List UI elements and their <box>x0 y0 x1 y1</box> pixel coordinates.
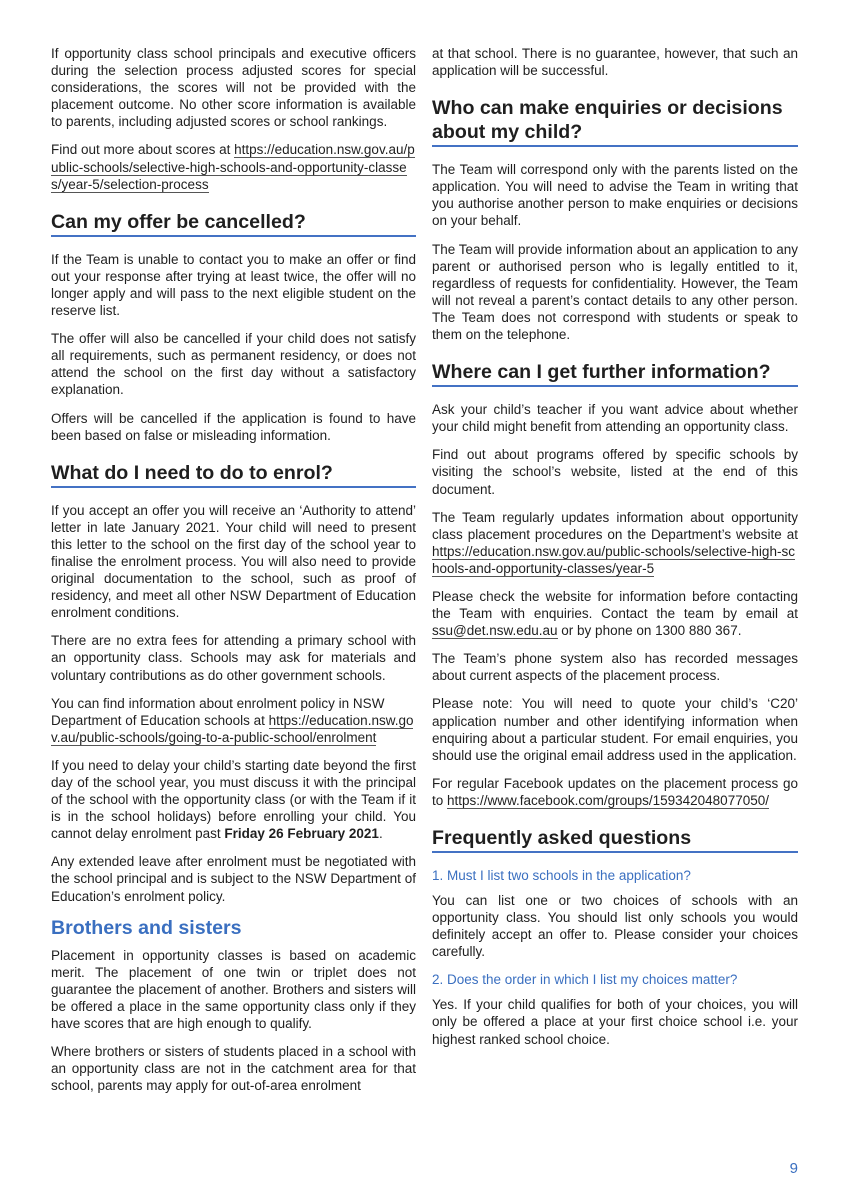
scores-paragraph: If opportunity class school principals and executive officers during the selection process adjusted scores for special considerations, the scores will not be provided with the placement outcome. No other score information is available to parents, including adjusted scores or school rankings. <box>51 46 416 130</box>
siblings-paragraph-1: Placement in opportunity classes is based on academic merit. The placement of one twin or triplet does not guarantee the placement of another. Brothers and sisters will be offered a place in the same opportunity class only if they have scores that are high enough to qualify. <box>51 947 416 1032</box>
faq-question-1: 1. Must I list two schools in the application? <box>432 868 691 883</box>
info-paragraph-5: The Team’s phone system also has recorded messages about current aspects of the placement process. <box>432 651 798 684</box>
page-number: 9 <box>789 1160 798 1177</box>
enquiries-paragraph-1: The Team will correspond only with the parents listed on the application. You will need to advise the Team in writing that you authorise another person to make enquiries or decisions on your behalf. <box>432 162 798 229</box>
enquiries-paragraph-2: The Team will provide information about an application to any parent or authorised person who is legally entitled to it, regardless of requests for confidentiality. However, the Team will not reveal a parent’s contact details to any other person. The Team does not correspond with students or speak to them on the telephone. <box>432 241 798 343</box>
info-paragraph-4 <box>432 588 798 639</box>
info-paragraph-3 <box>432 509 798 577</box>
enrol-paragraph-1: If you accept an offer you will receive an ‘Authority to attend’ letter in late January 2021. Your child will need to present this letter to the school on the first day of the school year to finalise the enrolment process. You will also need to provide original documentation to the school, such as proof of residency, and meet all other NSW Department of Education enrolment conditions. <box>51 502 416 621</box>
heading-offer-cancelled: Can my offer be cancelled? <box>51 210 416 237</box>
phone-text: or by phone on 1300 880 367. <box>557 623 742 639</box>
email-link[interactable]: ssu@det.nsw.edu.au <box>432 623 558 639</box>
siblings-paragraph-2: Where brothers or sisters of students placed in a school with an opportunity class are not in the catchment area for that school, parents may apply for out-of-area enrolment <box>51 1044 416 1094</box>
contact-text: Please check the website for information before contacting the Team with enquiries. Contact the team by email at <box>432 588 798 622</box>
info-paragraph-2: Find out about programs offered by specific schools by visiting the school’s website, listed at the end of this document. <box>432 447 798 497</box>
enrol-paragraph-4 <box>51 757 416 842</box>
enrol-paragraph-2: There are no extra fees for attending a primary school with an opportunity class. Schools may ask for materials and voluntary contributions as do other government schools. <box>51 633 416 683</box>
cancel-paragraph-1: If the Team is unable to contact you to make an offer or find out your response after trying at least twice, the offer will no longer apply and will pass to the next eligible student on the reserve list. <box>51 251 416 319</box>
faq-question-2: 2. Does the order in which I list my choices matter? <box>432 972 738 988</box>
enrolment-policy-link[interactable]: https://education.nsw.gov.au/public-schools/going-to-a-public-school/enrolment <box>51 712 414 745</box>
delay-text: If you need to delay your child’s starting date beyond the first day of the school year, you must discuss it with the principal of the school with the opportunity class (or with the Team if it is in the school holidays) before enrolling your child. You cannot delay enrolment past <box>51 757 416 842</box>
enrol-policy-text: You can find information about enrolment policy in NSW Department of Education schools at <box>51 695 385 728</box>
year5-website-link[interactable]: https://education.nsw.gov.au/public-schools/selective-high-schools-and-opportunity-classes/year-5 <box>432 543 795 576</box>
enrol-deadline: Friday 26 February 2021 <box>224 826 379 842</box>
cancel-paragraph-3: Offers will be cancelled if the application is found to have been based on false or misleading information. <box>51 410 416 443</box>
left-column <box>51 45 416 1105</box>
heading-brothers-sisters: Brothers and sisters <box>51 916 242 939</box>
facebook-link[interactable]: https://www.facebook.com/groups/159342048077050/ <box>447 792 769 808</box>
continuation-paragraph: at that school. There is no guarantee, however, that such an application will be successful. <box>432 46 798 79</box>
cancel-paragraph-2: The offer will also be cancelled if your child does not satisfy all requirements, such as permanent residency, or does not attend the school on the first day without a satisfactory explanation. <box>51 331 416 398</box>
info-paragraph-6: Please note: You will need to quote your child’s ‘C20’ application number and other identifying information when enquiring about a particular student. For email enquiries, you should use the original email address used in the application. <box>432 696 798 763</box>
right-column <box>432 45 798 1059</box>
faq-answer-1: You can list one or two choices of schools with an opportunity class. You should list only schools you would definitely accept an offer to. Please consider your choices carefully. <box>432 893 798 960</box>
enrol-paragraph-3 <box>51 695 416 746</box>
heading-further-info: Where can I get further information? <box>432 360 798 387</box>
info-paragraph-7 <box>432 775 798 809</box>
heading-faq: Frequently asked questions <box>432 826 798 853</box>
facebook-text: For regular Facebook updates on the placement process go to <box>432 775 798 808</box>
scores-more-paragraph <box>51 141 416 192</box>
enrol-paragraph-5: Any extended leave after enrolment must be negotiated with the school principal and is subject to the NSW Department of Education’s enrolment policy. <box>51 854 416 904</box>
info-paragraph-1: Ask your child’s teacher if you want advice about whether your child might benefit from attending an opportunity class. <box>432 402 798 435</box>
heading-enquiries: Who can make enquiries or decisions about my child? <box>432 96 798 147</box>
scores-more-text: Find out more about scores at <box>51 142 235 158</box>
faq-answer-2: Yes. If your child qualifies for both of your choices, you will only be offered a place at your first choice school i.e. your highest ranked school choice. <box>432 997 798 1047</box>
heading-enrol: What do I need to do to enrol? <box>51 461 416 488</box>
website-text: The Team regularly updates information about opportunity class placement procedures on the Department’s website at <box>432 509 798 542</box>
selection-process-link[interactable]: https://education.nsw.gov.au/public-schools/selective-high-schools-and-opportunity-classes/year-5/selection-process <box>51 142 415 192</box>
delay-text-end: . <box>378 826 383 842</box>
